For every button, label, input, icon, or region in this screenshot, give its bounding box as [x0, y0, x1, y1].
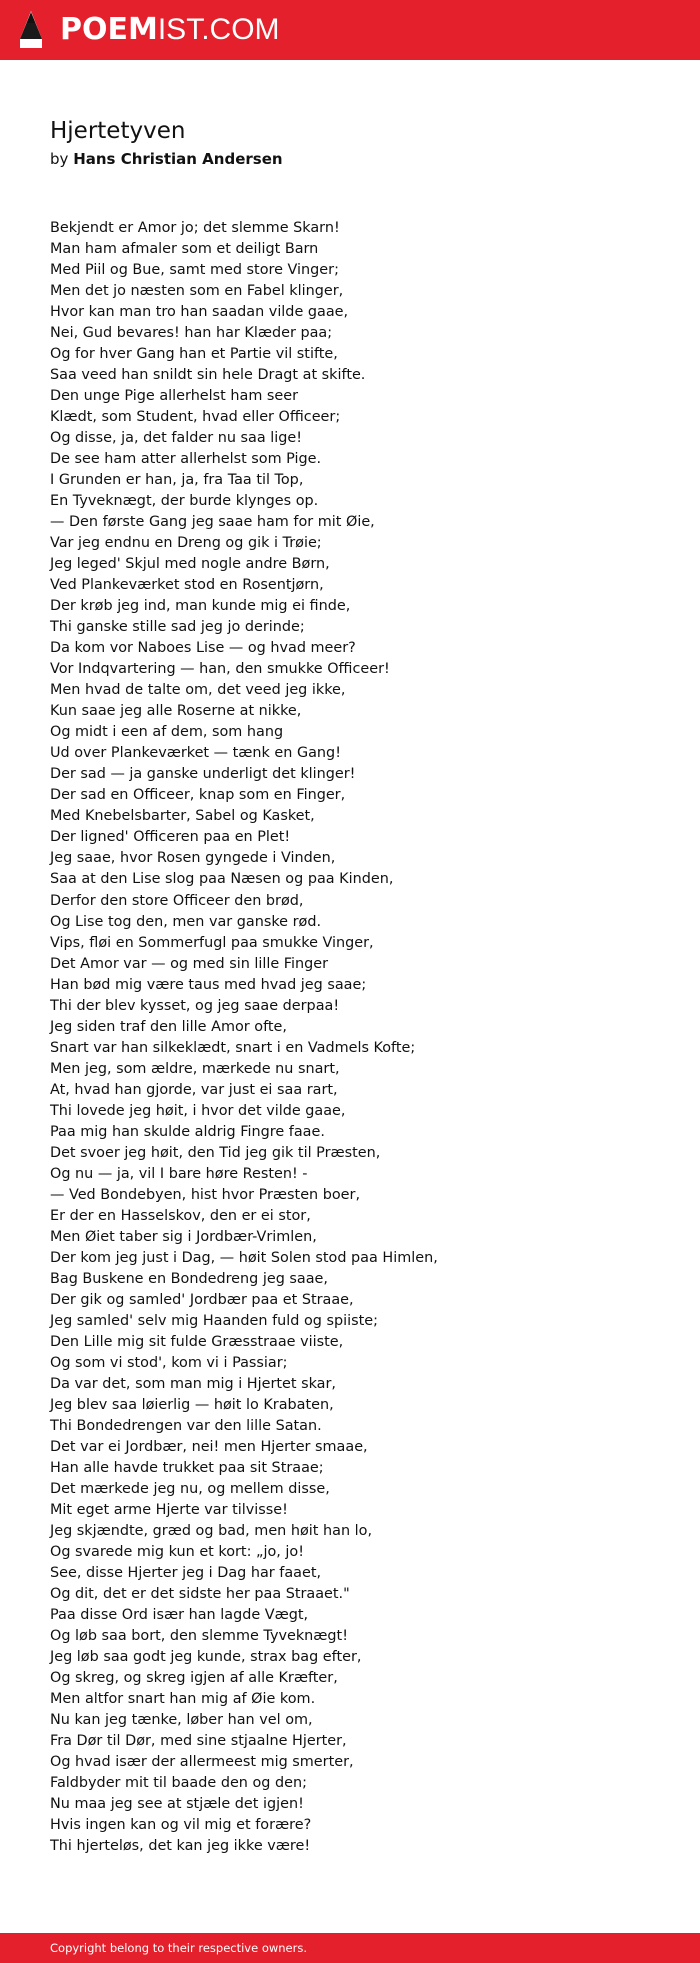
- poem-line: Det var ei Jordbær, nei! men Hjerter smaae,: [50, 1438, 368, 1455]
- poem-line: Hvis ingen kan og vil mig et forære?: [50, 1817, 312, 1834]
- poem-line: Faldbyder mit til baade den og den;: [50, 1775, 307, 1792]
- poem-line: Der ligned' Officeren paa en Plet!: [50, 829, 291, 846]
- poem-line: Var jeg endnu en Dreng og gik i Trøie;: [50, 535, 322, 552]
- poem-line: Mit eget arme Hjerte var tilvisse!: [50, 1501, 288, 1518]
- poem-line: Ud over Plankeværket — tænk en Gang!: [50, 745, 341, 762]
- poem-line: Og dit, det er det sidste her paa Straaet.": [50, 1586, 350, 1603]
- site-logo[interactable]: [60, 12, 280, 47]
- logo-strong-text: POEM: [60, 12, 158, 47]
- copyright-text: Copyright belong to their respective owners.: [50, 1941, 308, 1955]
- poem-line: Der gik og samled' Jordbær paa et Straae,: [50, 1291, 354, 1308]
- poem-line: Han bød mig være taus med hvad jeg saae;: [50, 976, 367, 993]
- poem-line: Thi hjerteløs, det kan jeg ikke være!: [50, 1838, 311, 1855]
- poem-line: Jeg løb saa godt jeg kunde, strax bag efter,: [50, 1649, 362, 1666]
- poem-line: Bag Buskene en Bondedreng jeg saae,: [50, 1270, 328, 1287]
- poem-line: Den Lille mig sit fulde Græsstraae viiste,: [50, 1333, 344, 1350]
- poem-line: Det mærkede jeg nu, og mellem disse,: [50, 1480, 330, 1497]
- site-footer: [0, 1933, 700, 1963]
- poem-line: Kun saae jeg alle Roserne at nikke,: [50, 703, 302, 720]
- poem-line: At, hvad han gjorde, var just ei saa rart,: [50, 1081, 338, 1098]
- poem-line: Thi lovede jeg høit, i hvor det vilde gaae,: [50, 1102, 346, 1119]
- poem-line: Med Knebelsbarter, Sabel og Kasket,: [50, 808, 315, 825]
- poem-line: Vips, fløi en Sommerfugl paa smukke Vinger,: [50, 934, 374, 951]
- author-name: Hans Christian Andersen: [73, 150, 283, 168]
- poem-line: Og hvad især der allermeest mig smerter,: [50, 1754, 354, 1771]
- poem-line: Er der en Hasselskov, den er ei stor,: [50, 1207, 311, 1224]
- poem-line: Han alle havde trukket paa sit Straae;: [50, 1459, 324, 1476]
- poem-line: Snart var han silkeklædt, snart i en Vadmels Kofte;: [50, 1039, 416, 1056]
- poem-line: Jeg blev saa løierlig — høit lo Krabaten,: [50, 1396, 334, 1413]
- poem-line: Og disse, ja, det falder nu saa lige!: [50, 430, 302, 447]
- poem-line: Vor Indqvartering — han, den smukke Officeer!: [50, 661, 390, 678]
- poem-line: Og Lise tog den, men var ganske rød.: [50, 913, 322, 930]
- poem-title: Hjertetyven: [50, 118, 186, 144]
- poem-line: Og som vi stod', kom vi i Passiar;: [50, 1354, 288, 1371]
- poem-line: Jeg leged' Skjul med nogle andre Børn,: [50, 556, 330, 573]
- poem-line: Og midt i een af dem, som hang: [50, 724, 284, 741]
- poem-line: Der sad en Officeer, knap som en Finger,: [50, 787, 346, 804]
- poem-line: Og for hver Gang han et Partie vil stifte,: [50, 346, 338, 363]
- byline-label: by: [50, 150, 69, 168]
- poem-line: Paa disse Ord især han lagde Vægt,: [50, 1607, 309, 1624]
- poem-line: Men jeg, som ældre, mærkede nu snart,: [50, 1060, 340, 1077]
- poem-line: Og løb saa bort, den slemme Tyveknægt!: [50, 1628, 348, 1645]
- pencil-tip-icon[interactable]: [18, 10, 44, 50]
- poem-line: Nu kan jeg tænke, løber han vel om,: [50, 1712, 313, 1729]
- poem-line: Men Øiet taber sig i Jordbær-Vrimlen,: [50, 1228, 317, 1245]
- poem-line: Men altfor snart han mig af Øie kom.: [50, 1691, 316, 1708]
- poem-line: Det svoer jeg høit, den Tid jeg gik til Præsten,: [50, 1144, 381, 1161]
- poem-line: Og svarede mig kun et kort: „jo, jo!: [50, 1543, 304, 1560]
- poem-line: Bekjendt er Amor jo; det slemme Skarn!: [50, 220, 340, 236]
- poem-line: Klædt, som Student, hvad eller Officeer;: [50, 409, 341, 426]
- poem-line: Da var det, som man mig i Hjertet skar,: [50, 1375, 336, 1392]
- poem-line: Ved Plankeværket stod en Rosentjørn,: [50, 577, 324, 594]
- poem-line: — Ved Bondebyen, hist hvor Præsten boer,: [50, 1186, 361, 1203]
- poem-line: Der sad — ja ganske underligt det klinger!: [50, 766, 356, 783]
- logo-light-text: IST.COM: [157, 13, 280, 46]
- poem-line: Saa at den Lise slog paa Næsen og paa Kinden,: [50, 871, 394, 888]
- poem-line: — Den første Gang jeg saae ham for mit Øie,: [50, 514, 375, 531]
- poem-line: Det Amor var — og med sin lille Finger: [50, 955, 329, 972]
- poem-line: Jeg saae, hvor Rosen gyngede i Vinden,: [50, 850, 336, 867]
- poem-line: Thi ganske stille sad jeg jo derinde;: [50, 619, 305, 636]
- poem-line: Thi Bondedrengen var den lille Satan.: [50, 1417, 322, 1434]
- poem-line: Hvor kan man tro han saadan vilde gaae,: [50, 304, 349, 321]
- poem-line: Saa veed han snildt sin hele Dragt at skifte.: [50, 367, 366, 384]
- poem-line: Men det jo næsten som en Fabel klinger,: [50, 283, 344, 300]
- poem-line: Med Piil og Bue, samt med store Vinger;: [50, 262, 339, 279]
- poem-line: Nei, Gud bevares! han har Klæder paa;: [50, 325, 333, 342]
- poem-line: Paa mig han skulde aldrig Fingre faae.: [50, 1123, 325, 1140]
- poem-line: Den unge Pige allerhelst ham seer: [50, 388, 299, 405]
- poem-line: Nu maa jeg see at stjæle det igjen!: [50, 1796, 304, 1813]
- poem-line: Derfor den store Officeer den brød,: [50, 892, 304, 909]
- poem-line: See, disse Hjerter jeg i Dag har faaet,: [50, 1565, 322, 1581]
- poem-line: Og skreg, og skreg igjen af alle Kræfter,: [50, 1670, 338, 1687]
- poem-line: Jeg siden traf den lille Amor ofte,: [50, 1018, 287, 1035]
- poem-line: I Grunden er han, ja, fra Taa til Top,: [50, 472, 304, 489]
- poem-line: Jeg samled' selv mig Haanden fuld og spiiste;: [50, 1312, 378, 1329]
- poem-line: Jeg skjændte, græd og bad, men høit han lo,: [50, 1522, 373, 1539]
- poem-line: De see ham atter allerhelst som Pige.: [50, 451, 322, 468]
- poem-line: Thi der blev kysset, og jeg saae derpaa!: [50, 997, 340, 1014]
- poem-line: Der kom jeg just i Dag, — høit Solen stod paa Himlen,: [50, 1249, 438, 1266]
- poem-line: Fra Dør til Dør, med sine stjaalne Hjerter,: [50, 1733, 347, 1750]
- poem-line: Da kom vor Naboes Lise — og hvad meer?: [50, 640, 356, 657]
- poem-line: Men hvad de talte om, det veed jeg ikke,: [50, 682, 346, 699]
- poem-body: [50, 218, 670, 1857]
- poem-line: Man ham afmaler som et deiligt Barn: [50, 241, 319, 258]
- site-header: [0, 0, 700, 60]
- poem-line: En Tyveknægt, der burde klynges op.: [50, 493, 319, 510]
- poem-line: Og nu — ja, vil I bare høre Resten! -: [50, 1165, 308, 1182]
- byline: [50, 148, 283, 170]
- poem-line: Der krøb jeg ind, man kunde mig ei finde,: [50, 598, 351, 615]
